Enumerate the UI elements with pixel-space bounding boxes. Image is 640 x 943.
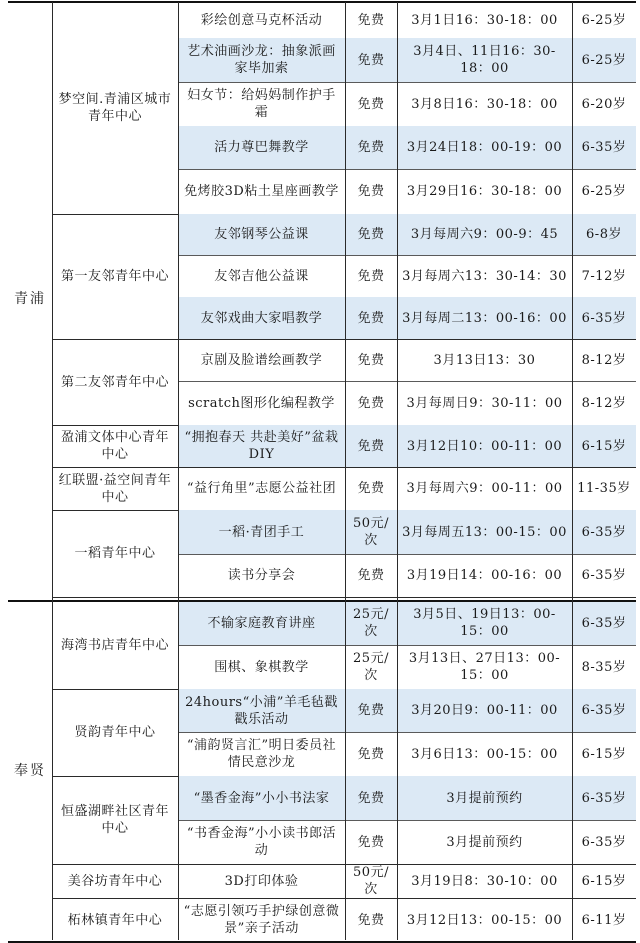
activity-fee: 免费 <box>357 12 385 28</box>
activity-fee: 免费 <box>357 912 385 928</box>
center-name: 一稻青年中心 <box>74 546 156 561</box>
activity-age: 6-25岁 <box>572 38 636 82</box>
activity-title: “拥抱春天 共赴美好”盆栽DIY <box>178 425 345 467</box>
activity-age: 8-35岁 <box>581 659 627 675</box>
activity-age: 6-35岁 <box>572 510 636 554</box>
activity-title: 活力尊巴舞教学 <box>178 126 345 169</box>
activity-age: 6-35岁 <box>581 568 627 583</box>
activity-title: 妇女节：给妈妈制作护手霜 <box>187 88 336 120</box>
center-divider <box>52 597 636 598</box>
activity-fee: 免费 <box>357 184 385 199</box>
activity-fee: 免费 <box>357 96 385 112</box>
activity-title: “益行角里”志愿公益社团 <box>186 481 337 496</box>
activity-fee: 免费 <box>345 126 397 169</box>
activity-time: 3月每周六9：00-9：45 <box>397 214 572 255</box>
activity-age: 6-15岁 <box>572 425 636 467</box>
activity-time: 3月19日8：30-10：00 <box>411 873 558 889</box>
activity-time: 3月每周六9：00-11：00 <box>406 481 563 496</box>
column-divider <box>345 2 346 940</box>
region-name: 奉贤 <box>14 763 46 779</box>
activity-title: 彩绘创意马克杯活动 <box>200 12 323 28</box>
activity-time: 3月提前预约 <box>397 776 572 820</box>
activity-title: 友邻钢琴公益课 <box>178 214 345 255</box>
activity-title: “志愿引领巧手护绿创意微景”亲子活动 <box>183 904 340 936</box>
activity-age: 6-35岁 <box>572 126 636 169</box>
activity-age: 6-15岁 <box>581 873 627 889</box>
activity-title: 友邻吉他公益课 <box>214 268 309 284</box>
activity-fee: 50元/次 <box>345 510 397 554</box>
activity-fee: 免费 <box>357 834 385 850</box>
activity-fee: 25元/次 <box>345 601 397 645</box>
column-divider <box>178 2 179 940</box>
center-name: 恒盛湖畔社区青年中心 <box>60 804 169 836</box>
activity-title: 围棋、象棋教学 <box>214 659 309 675</box>
region-name: 青浦 <box>14 291 46 307</box>
activity-title: 3D打印体验 <box>224 873 299 889</box>
activity-time: 3月每周日9：30-11：00 <box>406 395 563 411</box>
activity-time: 3月每周二13：00-16：00 <box>397 297 572 339</box>
activity-fee: 免费 <box>357 746 385 762</box>
center-name: 贤韵青年中心 <box>74 725 156 740</box>
activity-age: 6-11岁 <box>581 912 627 928</box>
activity-time: 3月24日18：00-19：00 <box>397 126 572 169</box>
activity-fee: 免费 <box>345 425 397 467</box>
activity-time: 3月19日14：00-16：00 <box>406 568 563 583</box>
activity-fee: 免费 <box>357 352 385 368</box>
center-name: 红联盟·益空间青年中心 <box>58 472 172 505</box>
activity-title: “浦韵贤言汇”明日委员社情民意沙龙 <box>186 738 337 770</box>
activity-title: 免烤胶3D粘土星座画教学 <box>184 184 339 199</box>
activity-title: “书香金海”小小读书郎活动 <box>186 826 337 858</box>
activity-fee: 免费 <box>345 297 397 339</box>
activity-time: 3月12日13：00-15：00 <box>406 912 563 928</box>
activity-title: 读书分享会 <box>227 568 296 583</box>
activity-age: 6-8岁 <box>572 214 636 255</box>
activity-fee: 免费 <box>345 38 397 82</box>
activity-time: 3月13日、27日13：00-15：00 <box>408 651 561 683</box>
activity-age: 8-12岁 <box>581 395 627 411</box>
activity-time: 3月5日、19日13：00-15：00 <box>397 601 572 645</box>
activity-fee: 免费 <box>345 689 397 732</box>
column-divider <box>52 2 53 940</box>
activity-title: scratch图形化编程教学 <box>188 395 335 411</box>
column-divider <box>397 2 398 940</box>
activity-age: 6-15岁 <box>581 746 627 762</box>
activity-title: “墨香金海”小小书法家 <box>178 776 345 820</box>
activity-fee: 25元/次 <box>353 651 389 683</box>
activity-time: 3月每周六13：30-14：30 <box>402 268 567 284</box>
activity-title: 24hours“小浦”羊毛毡戳戳乐活动 <box>178 689 345 732</box>
activity-age: 8-12岁 <box>581 352 627 368</box>
activity-age: 11-35岁 <box>577 481 631 496</box>
activity-age: 6-35岁 <box>572 776 636 820</box>
activity-time: 3月6日13：00-15：00 <box>411 746 558 762</box>
activity-time: 3月20日9：00-11：00 <box>397 689 572 732</box>
activity-fee: 免费 <box>357 568 385 583</box>
activity-title: 不输家庭教育讲座 <box>178 601 345 645</box>
center-name: 海湾书店青年中心 <box>60 637 169 653</box>
activity-age: 6-35岁 <box>572 297 636 339</box>
center-name: 第二友邻青年中心 <box>60 374 169 390</box>
activity-time: 3月1日16：30-18：00 <box>411 12 558 28</box>
activity-fee: 50元/次 <box>353 865 389 897</box>
activity-age: 6-20岁 <box>581 96 627 112</box>
activity-age: 6-35岁 <box>572 689 636 732</box>
activity-fee: 免费 <box>357 481 385 496</box>
center-name: 盈浦文体中心青年中心 <box>60 430 169 462</box>
column-divider <box>572 2 573 940</box>
activity-age: 6-25岁 <box>581 12 627 28</box>
activity-age: 7-12岁 <box>581 268 627 284</box>
center-name: 第一友邻青年中心 <box>60 269 169 284</box>
activity-age: 6-35岁 <box>581 834 627 850</box>
region-divider <box>8 1 636 3</box>
activity-age: 6-35岁 <box>572 601 636 645</box>
activity-time: 3月13日13：30 <box>433 352 536 368</box>
activity-fee: 免费 <box>357 395 385 411</box>
center-name: 柘林镇青年中心 <box>67 912 163 928</box>
activity-time: 3月每周五13：00-15：00 <box>397 510 572 554</box>
center-name: 美谷坊青年中心 <box>67 873 163 889</box>
activity-fee: 免费 <box>345 776 397 820</box>
activity-time: 3月29日16：30-18：00 <box>406 184 563 199</box>
center-name: 梦空间.青浦区城市青年中心 <box>58 92 172 124</box>
activity-time: 3月8日16：30-18：00 <box>411 96 558 112</box>
activity-title: 友邻戏曲大家唱教学 <box>178 297 345 339</box>
activity-fee: 免费 <box>357 268 385 284</box>
activity-time: 3月提前预约 <box>446 834 523 850</box>
activity-title: 京剧及脸谱绘画教学 <box>200 352 323 368</box>
activity-time: 3月12日10：00-11：00 <box>397 425 572 467</box>
activity-time: 3月4日、11日16：30-18：00 <box>397 38 572 82</box>
activity-title: 一稻·青团手工 <box>178 510 345 554</box>
activity-fee: 免费 <box>345 214 397 255</box>
activity-title: 艺术油画沙龙：抽象派画家毕加索 <box>178 38 345 82</box>
activity-age: 6-25岁 <box>581 184 627 199</box>
region-divider <box>8 600 636 602</box>
